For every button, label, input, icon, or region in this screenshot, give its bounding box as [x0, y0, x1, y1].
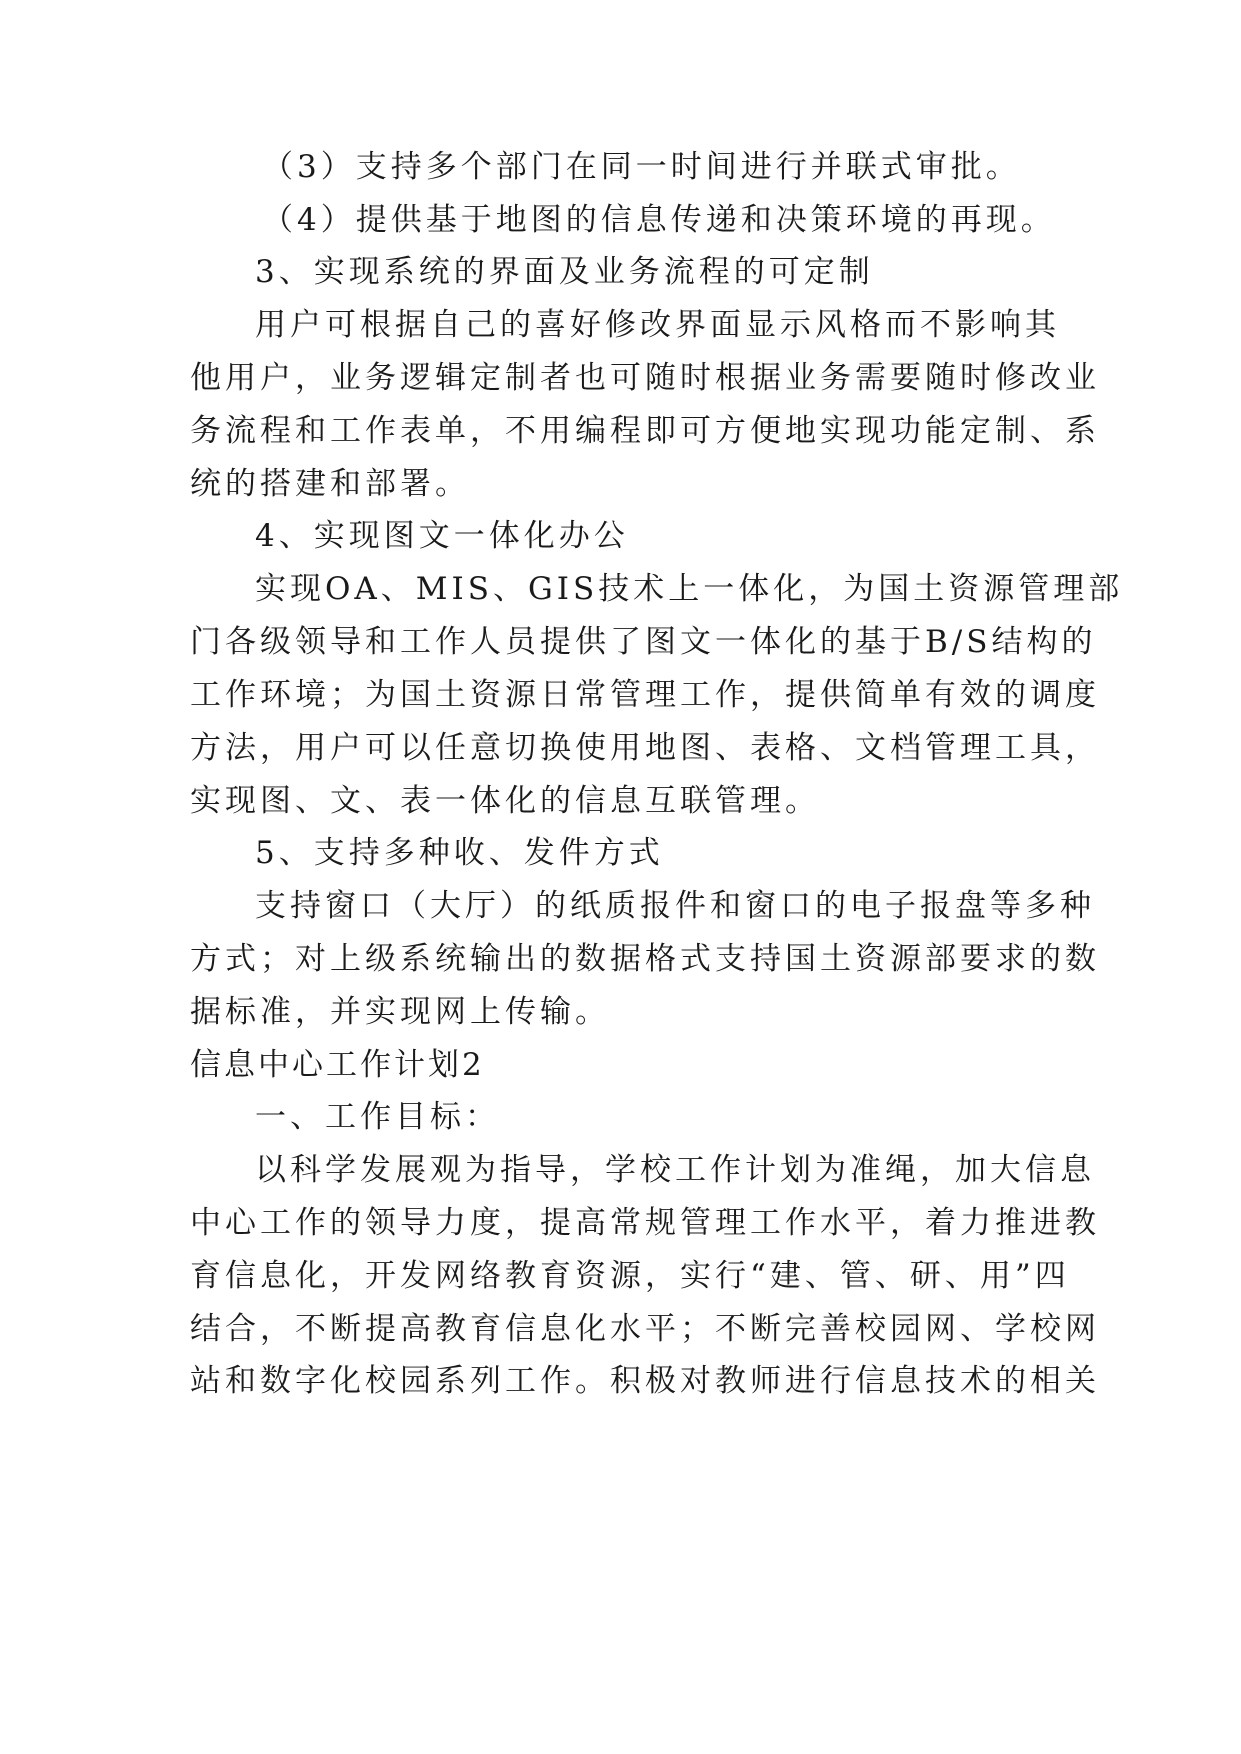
- section-heading-goals: 一、工作目标：: [255, 1099, 500, 1135]
- paragraph-line: 实现图、文、表一体化的信息互联管理。: [190, 783, 820, 819]
- list-item-4: （4）提供基于地图的信息传递和决策环境的再现。: [262, 202, 1056, 238]
- list-item-3: （3）支持多个部门在同一时间进行并联式审批。: [262, 149, 1021, 185]
- paragraph-line: 方式；对上级系统输出的数据格式支持国土资源部要求的数: [190, 941, 1100, 977]
- section-heading-3: 3、实现系统的界面及业务流程的可定制: [255, 254, 874, 290]
- paragraph-line: 以科学发展观为指导，学校工作计划为准绳，加大信息: [255, 1152, 1095, 1188]
- paragraph-line: 实现OA、MIS、GIS技术上一体化，为国土资源管理部: [255, 571, 1124, 607]
- paragraph-line: 支持窗口（大厅）的纸质报件和窗口的电子报盘等多种: [255, 888, 1095, 924]
- section-heading-5: 5、支持多种收、发件方式: [255, 835, 664, 871]
- paragraph-line: 方法，用户可以任意切换使用地图、表格、文档管理工具，: [190, 730, 1100, 766]
- paragraph-line: 统的搭建和部署。: [190, 466, 470, 502]
- paragraph-line: 他用户，业务逻辑定制者也可随时根据业务需要随时修改业: [190, 360, 1100, 396]
- paragraph-line: 结合，不断提高教育信息化水平；不断完善校园网、学校网: [190, 1311, 1100, 1347]
- paragraph-line: 站和数字化校园系列工作。积极对教师进行信息技术的相关: [190, 1363, 1100, 1399]
- paragraph-line: 门各级领导和工作人员提供了图文一体化的基于B/S结构的: [190, 624, 1097, 660]
- document-title: 信息中心工作计划2: [190, 1047, 485, 1083]
- paragraph-line: 据标准，并实现网上传输。: [190, 994, 610, 1030]
- paragraph-line: 工作环境；为国土资源日常管理工作，提供简单有效的调度: [190, 677, 1100, 713]
- paragraph-line: 育信息化，开发网络教育资源，实行“建、管、研、用”四: [190, 1258, 1070, 1294]
- paragraph-line: 中心工作的领导力度，提高常规管理工作水平，着力推进教: [190, 1205, 1100, 1241]
- paragraph-line: 务流程和工作表单，不用编程即可方便地实现功能定制、系: [190, 413, 1100, 449]
- paragraph-line: 用户可根据自己的喜好修改界面显示风格而不影响其: [255, 307, 1060, 343]
- section-heading-4: 4、实现图文一体化办公: [255, 518, 629, 554]
